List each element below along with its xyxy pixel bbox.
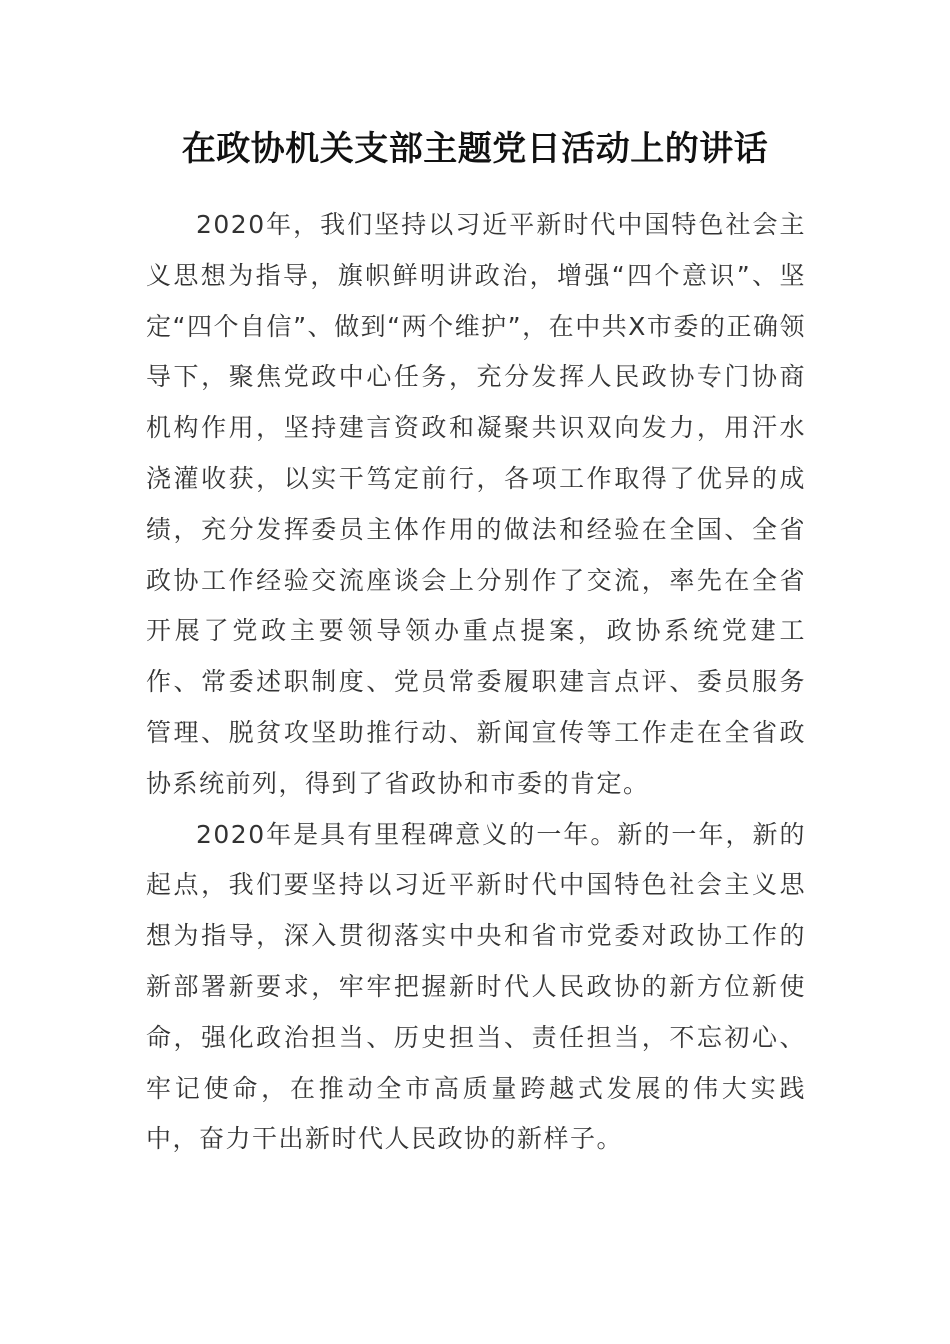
paragraph: 2020年是具有里程碑意义的一年。新的一年，新的起点，我们要坚持以习近平新时代中国特色社会主义思想为指导，深入贯彻落实中央和省市党委对政协工作的新部署新要求，牢牢把握新时代人民政协的新方位新使命，强化政治担当、历史担当、责任担当，不忘初心、牢记使命，在推动全市高质量跨越式发展的伟大实践中，奋力干出新时代人民政协的新样子。 [146,819,806,1154]
document-title: 在政协机关支部主题党日活动上的讲话 [181,129,769,169]
document-body [146,200,806,1165]
paragraph: 2020年，我们坚持以习近平新时代中国特色社会主义思想为指导，旗帜鲜明讲政治，增强“四个意识”、坚定“四个自信”、做到“两个维护”，在中共X市委的正确领导下，聚焦党政中心任务，充分发挥人民政协专门协商机构作用，坚持建言资政和凝聚共识双向发力，用汗水浇灌收获，以实干笃定前行，各项工作取得了优异的成绩，充分发挥委员主体作用的做法和经验在全国、全省政协工作经验交流座谈会上分别作了交流，率先在全省开展了党政主要领导领办重点提案，政协系统党建工作、常委述职制度、党员常委履职建言点评、委员服务管理、脱贫攻坚助推行动、新闻宣传等工作走在全省政协系统前列，得到了省政协和市委的肯定。 [146,210,806,798]
